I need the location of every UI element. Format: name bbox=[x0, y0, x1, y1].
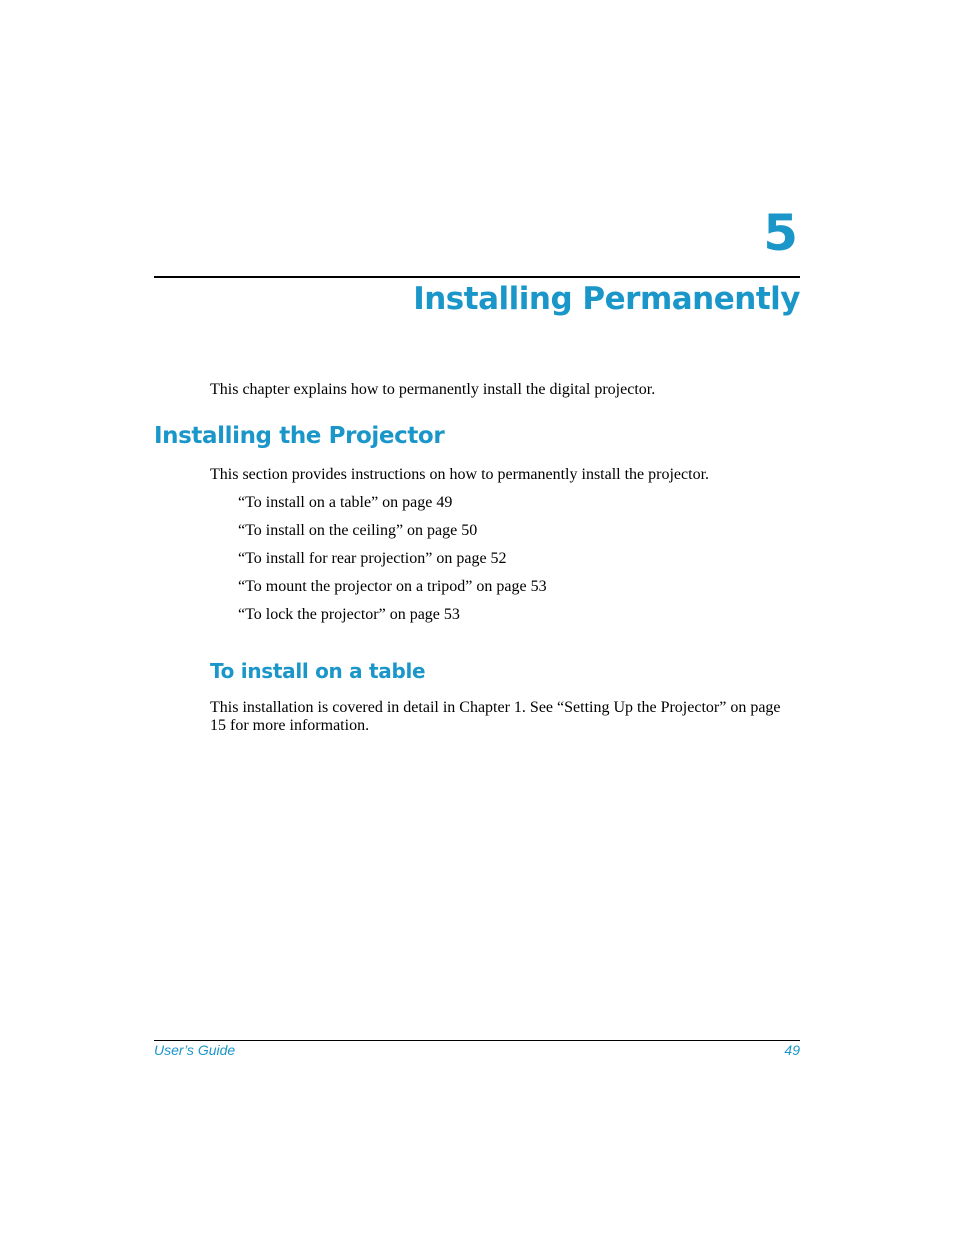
chapter-intro: This chapter explains how to permanently install the digital projector. bbox=[210, 381, 656, 398]
link-install-table[interactable]: “To install on a table” on page 49 bbox=[238, 494, 453, 511]
link-mount-tripod[interactable]: “To mount the projector on a tripod” on page 53 bbox=[238, 578, 547, 595]
cross-reference-list bbox=[238, 494, 547, 634]
chapter-title: Installing Permanently bbox=[413, 281, 800, 317]
link-rear-projection[interactable]: “To install for rear projection” on page 52 bbox=[238, 550, 507, 567]
footer-page-number: 49 bbox=[784, 1042, 800, 1058]
subsection-paragraph: This installation is covered in detail in Chapter 1. See “Setting Up the Projector” on page 15 for more information. bbox=[210, 699, 781, 734]
section-intro: This section provides instructions on how to permanently install the projector. bbox=[210, 466, 710, 483]
subsection-heading: To install on a table bbox=[210, 659, 426, 683]
footer-guide-title: User’s Guide bbox=[154, 1042, 236, 1058]
link-install-ceiling[interactable]: “To install on the ceiling” on page 50 bbox=[238, 522, 478, 539]
section-heading: Installing the Projector bbox=[154, 423, 445, 449]
chapter-number: 5 bbox=[763, 204, 798, 262]
link-lock-projector[interactable]: “To lock the projector” on page 53 bbox=[238, 606, 460, 623]
chapter-rule bbox=[154, 276, 800, 278]
footer-rule bbox=[154, 1040, 800, 1041]
